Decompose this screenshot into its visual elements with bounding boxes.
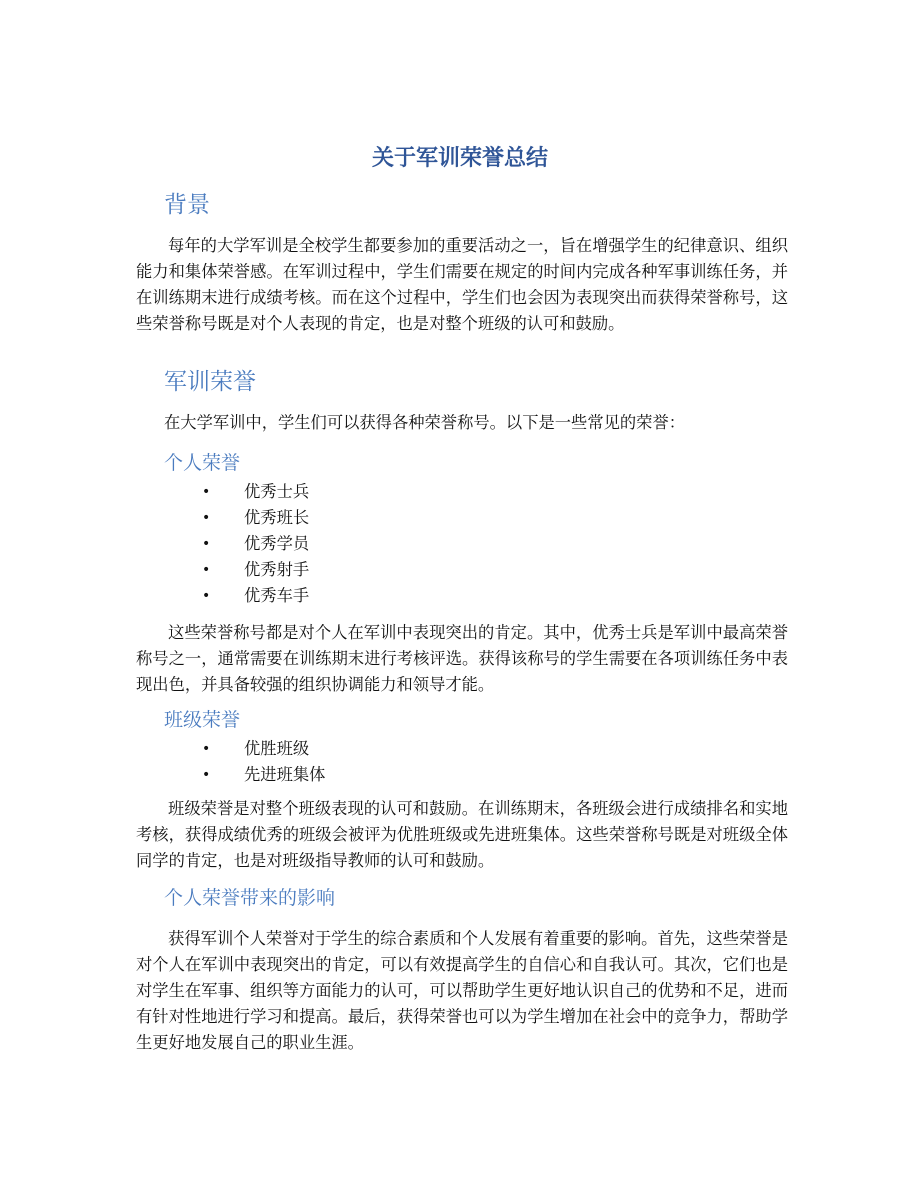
bullet-icon: •	[202, 741, 211, 757]
list-item	[200, 557, 309, 583]
subheading-class-honors: 班级荣誉	[164, 709, 241, 731]
personal-honors-paragraph: 这些荣誉称号都是对个人在军训中表现突出的肯定。其中，优秀士兵是军训中最高荣誉称号之一，通常需要在训练期末进行考核评选。获得该称号的学生需要在各项训练任务中表现出色，并具备较强的组织协调能力和领导才能。	[136, 623, 788, 694]
list-item	[200, 736, 325, 762]
list-item-label: 优秀班长	[244, 508, 310, 527]
list-item-label: 优秀射手	[244, 560, 310, 579]
bullet-icon: •	[202, 484, 211, 500]
subheading-impact: 个人荣誉带来的影响	[164, 887, 336, 909]
list-item-label: 优秀车手	[244, 586, 310, 605]
bullet-icon: •	[202, 562, 211, 578]
section-heading-honors: 军训荣誉	[164, 369, 256, 395]
bullet-icon: •	[202, 767, 211, 783]
list-item	[200, 762, 325, 788]
class-honors-paragraph: 班级荣誉是对整个班级表现的认可和鼓励。在训练期末，各班级会进行成绩排名和实地考核，获得成绩优秀的班级会被评为优胜班级或先进班集体。这些荣誉称号既是对班级全体同学的肯定，也是对班级指导教师的认可和鼓励。	[136, 799, 788, 870]
bullet-icon: •	[202, 510, 211, 526]
list-item-label: 优秀士兵	[244, 482, 310, 501]
list-item	[200, 479, 309, 505]
list-item-label: 先进班集体	[244, 765, 326, 784]
list-item	[200, 531, 309, 557]
section-heading-background: 背景	[164, 192, 210, 218]
background-paragraph: 每年的大学军训是全校学生都要参加的重要活动之一，旨在增强学生的纪律意识、组织能力和集体荣誉感。在军训过程中，学生们需要在规定的时间内完成各种军事训练任务，并在训练期末进行成绩考核。而在这个过程中，学生们也会因为表现突出而获得荣誉称号，这些荣誉称号既是对个人表现的肯定，也是对整个班级的认可和鼓励。	[136, 236, 788, 333]
bullet-icon: •	[202, 536, 211, 552]
bullet-icon: •	[202, 588, 211, 604]
list-item-label: 优胜班级	[244, 739, 310, 758]
list-item	[200, 505, 309, 531]
personal-honors-list	[200, 479, 309, 609]
document-title: 关于军训荣誉总结	[371, 146, 548, 171]
impact-paragraph: 获得军训个人荣誉对于学生的综合素质和个人发展有着重要的影响。首先，这些荣誉是对个人在军训中表现突出的肯定，可以有效提高学生的自信心和自我认可。其次，它们也是对学生在军事、组织等方面能力的认可，可以帮助学生更好地认识自己的优势和不足，进而有针对性地进行学习和提高。最后，获得荣誉也可以为学生增加在社会中的竞争力，帮助学生更好地发展自己的职业生涯。	[136, 929, 788, 1052]
list-item	[200, 583, 309, 609]
class-honors-list	[200, 736, 325, 788]
list-item-label: 优秀学员	[244, 534, 310, 553]
subheading-personal-honors: 个人荣誉	[164, 452, 241, 474]
honors-intro-paragraph: 在大学军训中，学生们可以获得各种荣誉称号。以下是一些常见的荣誉：	[164, 413, 686, 432]
